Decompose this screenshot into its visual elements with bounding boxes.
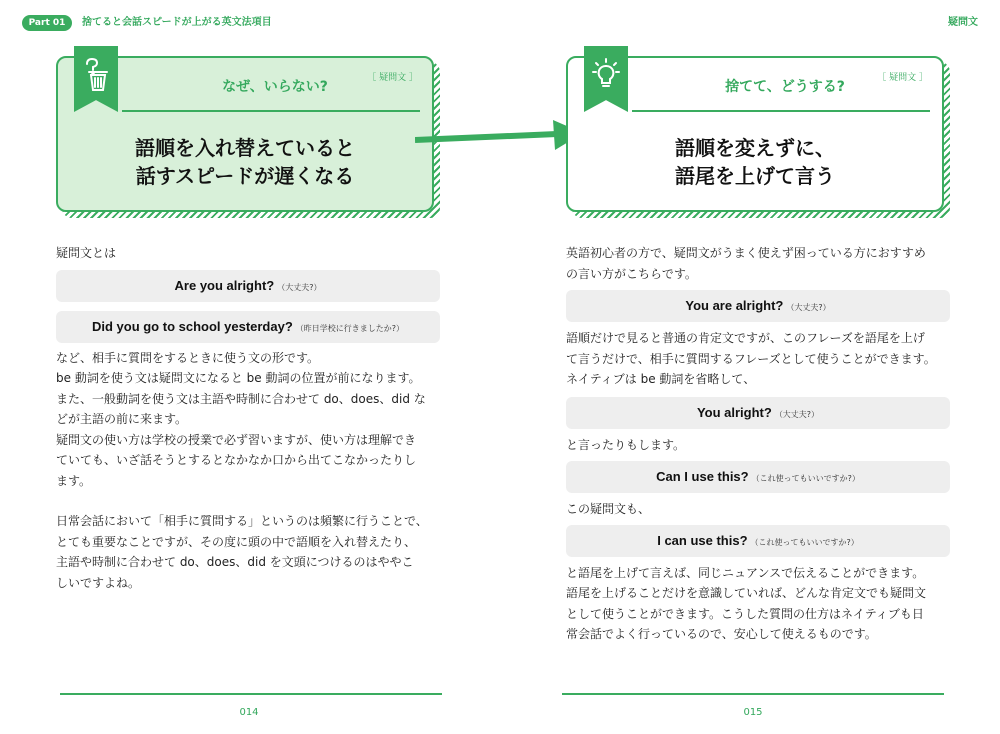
paragraph: ネイティブは be 動詞を省略して、 — [566, 372, 756, 386]
card-tag: ［ 疑問文 ］ — [367, 73, 418, 83]
headline-line-1: 語順を入れ替えていると — [135, 136, 355, 160]
paragraph: と言ったりもします。 — [566, 437, 686, 452]
example-sentence — [566, 397, 950, 429]
right-page-body — [566, 243, 950, 645]
paragraph: 英語初心者の方で、疑問文がうまく使えず困っている方におすすめ — [566, 246, 926, 260]
section-label: 疑問文 — [948, 17, 978, 28]
example-jp: （大丈夫?） — [786, 303, 831, 312]
paragraph: て言うだけで、相手に質問するフレーズとして使うことができます。 — [566, 351, 936, 366]
paragraph: どが主語の前に来ます。 — [56, 412, 188, 426]
solution-card — [566, 56, 950, 218]
card-divider — [632, 110, 930, 112]
example-en: I can use this? — [657, 532, 748, 548]
example-sentence — [566, 461, 950, 493]
paragraph: ていても、いざ話そうとするとなかなか口から出てこなかったりし — [56, 453, 417, 467]
example-jp: （大丈夫?） — [277, 282, 322, 292]
card-question: なぜ、いらない? — [222, 79, 328, 95]
paragraph: 疑問文の使い方は学校の授業で必ず習いますが、使い方は理解でき — [56, 432, 417, 447]
example-en: Are you alright? — [174, 277, 275, 293]
example-en: You alright? — [696, 404, 772, 420]
example-jp: （これ使ってもいいですか?） — [750, 537, 859, 547]
headline-line-2: 語尾を上げて言う — [675, 164, 835, 188]
paragraph: 常会話でよく行っているので、安心して使えるものです。 — [566, 627, 877, 641]
headline-line-2: 話すスピードが遅くなる — [135, 164, 355, 188]
example-en: Did you go to school yesterday? — [91, 318, 293, 334]
card-divider — [122, 110, 420, 112]
left-page-body — [56, 243, 440, 593]
intro-text: 疑問文とは — [56, 246, 117, 260]
example-sentence — [56, 311, 440, 343]
headline-line-1: 語順を変えずに、 — [675, 136, 835, 160]
example-jp: （大丈夫?） — [774, 409, 820, 419]
paragraph: 日常会話において「相手に質問する」というのは頻繁に行うことで、 — [56, 514, 428, 528]
arrow-right-icon — [415, 120, 585, 160]
paragraph: ます。 — [56, 473, 92, 488]
example-sentence — [566, 525, 950, 557]
paragraph: 語順だけで見ると普通の肯定文ですが、このフレーズを語尾を上げ — [566, 331, 925, 345]
card-tag: ［ 疑問文 ］ — [877, 73, 928, 83]
page-number-right: 015 — [743, 707, 763, 718]
paragraph: とても重要なことですが、その度に頭の中で語順を入れ替えたり、 — [56, 534, 417, 549]
lightbulb-icon — [591, 58, 621, 92]
paragraph: 主語や時制に合わせて do、does、did を文頭につけるのはややこ — [56, 555, 414, 569]
example-en: You are alright? — [685, 298, 784, 313]
paragraph: しいですよね。 — [56, 575, 141, 590]
example-en: Can I use this? — [656, 469, 749, 484]
paragraph: として使うことができます。こうした質問の仕方はネイティブも日 — [566, 606, 924, 621]
paragraph: be 動詞を使う文は疑問文になると be 動詞の位置が前になります。 — [56, 371, 421, 385]
problem-card — [56, 56, 440, 218]
trash-question-icon — [81, 58, 111, 92]
example-jp: （昨日学校に行きましたか?） — [295, 323, 405, 333]
paragraph: の言い方がこちらです。 — [566, 266, 697, 281]
card-question: 捨てて、どうする? — [725, 79, 845, 95]
paragraph: また、一般動詞を使う文は主語や時制に合わせて do、does、did な — [56, 391, 426, 406]
footer-rule-left — [60, 693, 442, 695]
card-headline — [58, 134, 432, 190]
example-sentence — [56, 270, 440, 302]
paragraph: この疑問文も、 — [566, 502, 651, 516]
example-sentence — [566, 290, 950, 322]
example-jp: （これ使ってもいいですか?） — [751, 474, 860, 483]
running-header-title: 捨てると会話スピードが上がる英文法項目 — [82, 17, 272, 28]
footer-rule-right — [562, 693, 944, 695]
part-badge: Part 01 — [22, 15, 72, 31]
card-headline — [568, 134, 942, 190]
paragraph: 語尾を上げることだけを意識していれば、どんな肯定文でも疑問文 — [566, 586, 927, 600]
paragraph: と語尾を上げて言えば、同じニュアンスで伝えることができます。 — [566, 565, 925, 580]
page-number-left: 014 — [239, 707, 259, 718]
paragraph: など、相手に質問をするときに使う文の形です。 — [56, 350, 320, 365]
